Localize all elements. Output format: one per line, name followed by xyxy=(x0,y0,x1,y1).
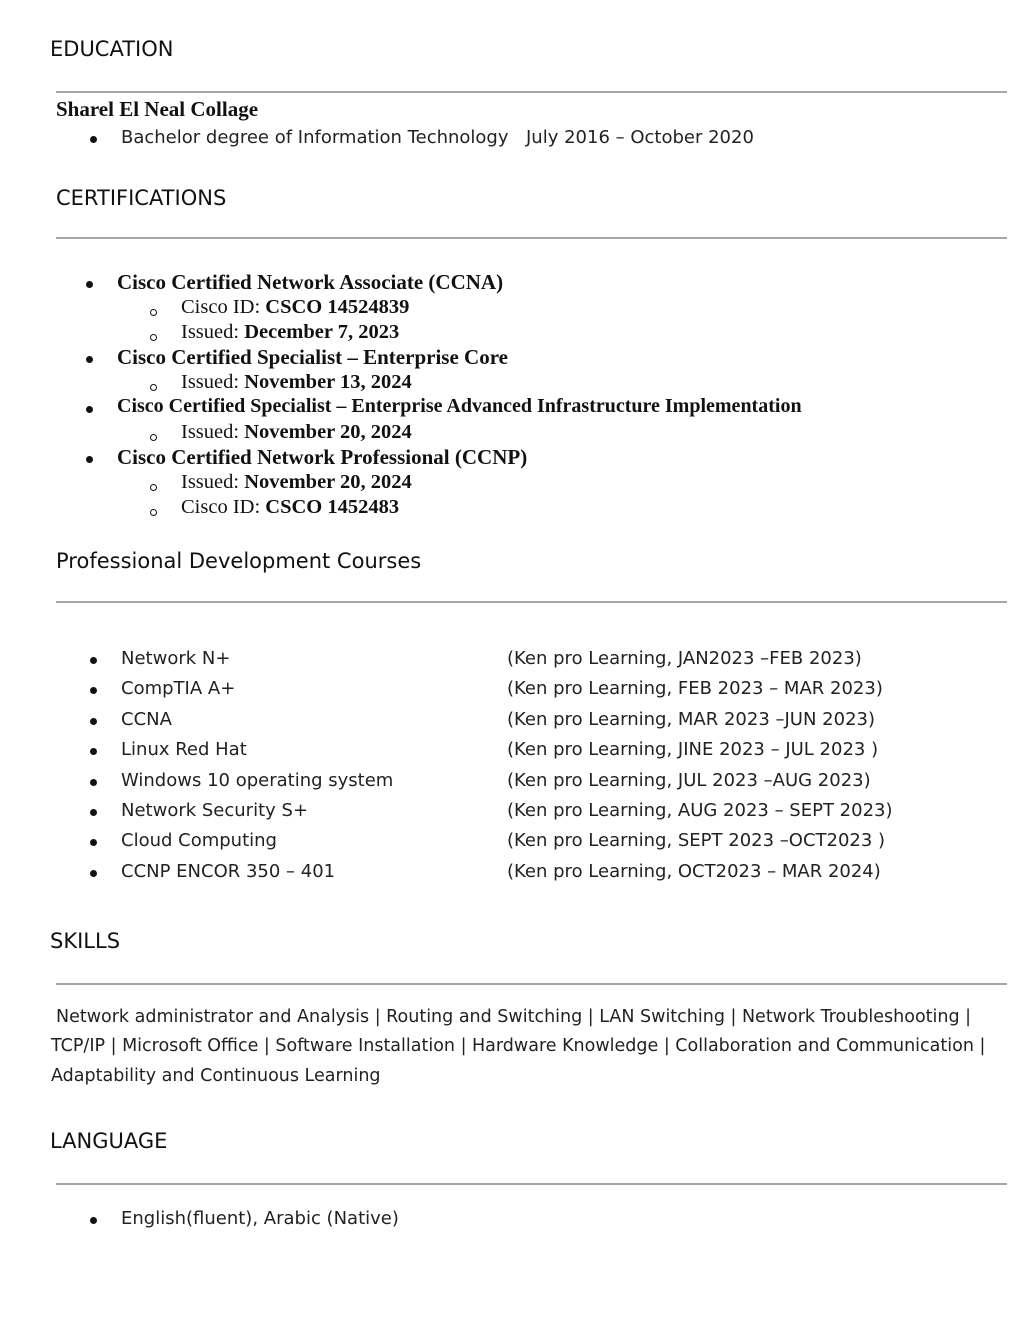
bullet-icon xyxy=(86,281,93,288)
cert-detail xyxy=(181,471,412,494)
bullet-icon xyxy=(90,870,97,877)
bullet-icon xyxy=(90,1217,97,1224)
course-name: Network Security S+ xyxy=(121,800,309,821)
language-heading: LANGUAGE xyxy=(50,1129,168,1153)
skills-line-2: TCP/IP | Microsoft Office | Software Installation | Hardware Knowledge | Collaboration and Communication | xyxy=(51,1036,986,1056)
bullet-icon xyxy=(90,718,97,725)
school-name: Sharel El Neal Collage xyxy=(56,97,259,121)
language-item: English(fluent), Arabic (Native) xyxy=(121,1208,399,1229)
detail-value: November 20, 2024 xyxy=(244,421,412,443)
detail-value: November 20, 2024 xyxy=(244,471,412,493)
sub-bullet-icon xyxy=(150,434,157,441)
course-provider: (Ken pro Learning, JAN2023 –FEB 2023) xyxy=(507,648,862,669)
detail-value: November 13, 2024 xyxy=(244,371,412,393)
course-name: CCNA xyxy=(121,709,172,730)
bullet-icon xyxy=(90,657,97,664)
course-provider: (Ken pro Learning, JUL 2023 –AUG 2023) xyxy=(507,770,871,791)
sub-bullet-icon xyxy=(150,509,157,516)
education-divider xyxy=(56,91,1007,93)
detail-value: December 7, 2023 xyxy=(244,321,400,343)
bullet-icon xyxy=(90,136,97,143)
cert-title: Cisco Certified Network Professional (CCNP) xyxy=(117,445,528,469)
bullet-icon xyxy=(90,779,97,786)
course-provider: (Ken pro Learning, JINE 2023 – JUL 2023 ) xyxy=(507,739,879,760)
bullet-icon xyxy=(86,406,93,413)
course-provider: (Ken pro Learning, FEB 2023 – MAR 2023) xyxy=(507,678,883,699)
certifications-divider xyxy=(56,237,1007,239)
degree-text: Bachelor degree of Information Technology xyxy=(121,127,509,148)
language-divider xyxy=(56,1183,1007,1185)
cert-detail xyxy=(181,371,412,394)
sub-bullet-icon xyxy=(150,384,157,391)
cert-detail xyxy=(181,321,399,344)
detail-label: Issued: xyxy=(181,371,245,393)
skills-heading: SKILLS xyxy=(50,929,121,953)
skills-divider xyxy=(56,983,1007,985)
certifications-heading: CERTIFICATIONS xyxy=(56,186,227,210)
courses-divider xyxy=(56,601,1007,603)
cert-detail xyxy=(181,496,399,519)
cert-detail xyxy=(181,296,409,319)
detail-label: Issued: xyxy=(181,421,245,443)
course-provider: (Ken pro Learning, OCT2023 – MAR 2024) xyxy=(507,861,881,882)
bullet-icon xyxy=(90,839,97,846)
skills-line-3: Adaptability and Continuous Learning xyxy=(51,1066,381,1086)
cert-detail xyxy=(181,421,412,444)
bullet-icon xyxy=(86,356,93,363)
education-heading: EDUCATION xyxy=(50,37,174,61)
detail-value: CSCO 1452483 xyxy=(265,496,400,518)
course-name: CCNP ENCOR 350 – 401 xyxy=(121,861,336,882)
course-provider: (Ken pro Learning, MAR 2023 –JUN 2023) xyxy=(507,709,875,730)
bullet-icon xyxy=(90,748,97,755)
bullet-icon xyxy=(90,809,97,816)
sub-bullet-icon xyxy=(150,309,157,316)
detail-label: Cisco ID: xyxy=(181,296,266,318)
detail-value: CSCO 14524839 xyxy=(265,296,410,318)
course-provider: (Ken pro Learning, SEPT 2023 –OCT2023 ) xyxy=(507,830,886,851)
bullet-icon xyxy=(90,687,97,694)
skills-line-1: Network administrator and Analysis | Routing and Switching | LAN Switching | Network Troubleshooting | xyxy=(56,1007,972,1027)
detail-label: Issued: xyxy=(181,471,245,493)
course-name: Cloud Computing xyxy=(121,830,277,851)
course-name: Network N+ xyxy=(121,648,231,669)
sub-bullet-icon xyxy=(150,334,157,341)
cert-title: Cisco Certified Network Associate (CCNA) xyxy=(117,270,504,294)
course-provider: (Ken pro Learning, AUG 2023 – SEPT 2023) xyxy=(507,800,893,821)
course-name: Linux Red Hat xyxy=(121,739,247,760)
course-name: CompTIA A+ xyxy=(121,678,236,699)
courses-heading: Professional Development Courses xyxy=(56,549,422,573)
cert-title: Cisco Certified Specialist – Enterprise Core xyxy=(117,345,508,369)
course-name: Windows 10 operating system xyxy=(121,770,394,791)
sub-bullet-icon xyxy=(150,484,157,491)
bullet-icon xyxy=(86,456,93,463)
cert-title: Cisco Certified Specialist – Enterprise Advanced Infrastructure Implementation xyxy=(117,395,802,417)
detail-label: Issued: xyxy=(181,321,245,343)
degree-dates: July 2016 – October 2020 xyxy=(526,127,754,148)
detail-label: Cisco ID: xyxy=(181,496,266,518)
